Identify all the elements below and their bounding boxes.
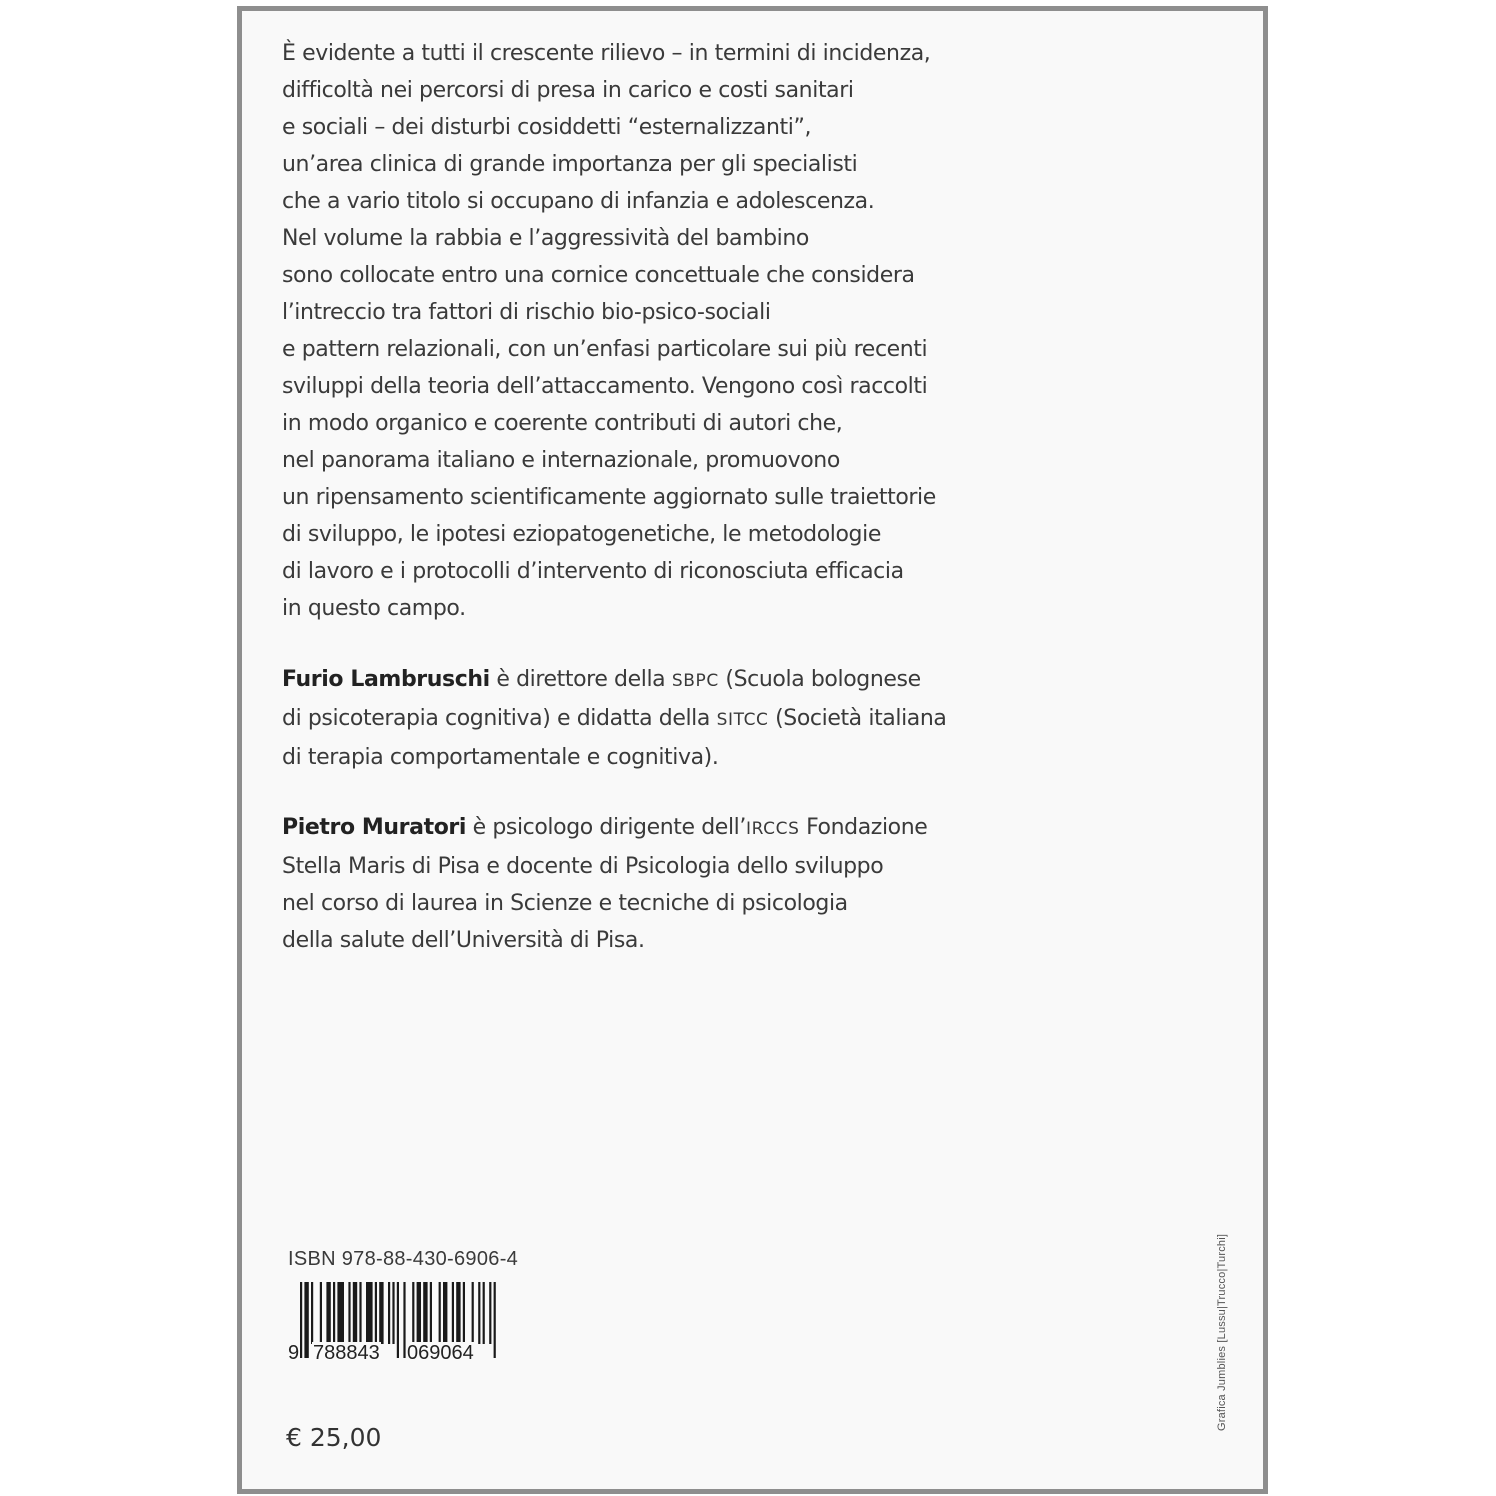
blurb-line: Nel volume la rabbia e l’aggressività del bambino [282, 226, 809, 251]
barcode-bar [423, 1282, 427, 1344]
blurb-line: di lavoro e i protocolli d’intervento di riconosciuta efficacia [282, 559, 904, 584]
blurb-line: in modo organico e coerente contributi di autori che, [282, 411, 843, 436]
barcode-bar [430, 1282, 432, 1344]
bio-line: di terapia comportamentale e cognitiva). [282, 745, 719, 770]
barcode-bar [439, 1282, 441, 1344]
blurb-paragraph [282, 35, 982, 627]
barcode-digits-left: 788843 [313, 1342, 380, 1364]
barcode-bar [483, 1282, 485, 1344]
price: € 25,00 [286, 1423, 382, 1452]
author-name: Furio Lambruschi [282, 667, 490, 692]
bio-text: è psicologo dirigente dell’ [466, 815, 746, 840]
barcode-bar [366, 1282, 373, 1344]
barcode-bar [375, 1282, 377, 1344]
blurb-line: di sviluppo, le ipotesi eziopatogenetiche, le metodologie [282, 522, 881, 547]
bio-line [282, 809, 982, 848]
barcode-bar [412, 1282, 414, 1344]
barcode-bar [304, 1282, 308, 1358]
bio-line: della salute dell’Università di Pisa. [282, 928, 645, 953]
author-bio-muratori [282, 809, 982, 959]
barcode-bar [463, 1282, 465, 1344]
barcode-bar [311, 1282, 313, 1344]
barcode-bar [388, 1282, 390, 1344]
barcode-bar [379, 1282, 383, 1344]
book-back-cover [237, 6, 1268, 1494]
barcode-bar [353, 1282, 357, 1344]
blurb-line: e sociali – dei disturbi cosiddetti “esternalizzanti”, [282, 115, 812, 140]
barcode-bar [320, 1282, 322, 1344]
barcode-bar [300, 1282, 302, 1358]
barcode-bar [456, 1282, 460, 1344]
blurb-line: È evidente a tutti il crescente rilievo – in termini di incidenza, [282, 41, 931, 66]
barcode-bar [443, 1282, 447, 1344]
bio-line: nel corso di laurea in Scienze e tecniche di psicologia [282, 891, 848, 916]
barcode-bar [494, 1282, 496, 1358]
barcode-bar [478, 1282, 480, 1344]
acronym-irccs: IRCCS [745, 819, 800, 839]
blurb-line: un’area clinica di grande importanza per gli specialisti [282, 152, 858, 177]
blurb-line: e pattern relazionali, con un’enfasi particolare sui più recenti [282, 337, 928, 362]
bio-text: di psicoterapia cognitiva) e didatta della [282, 706, 717, 731]
acronym-sitcc: SITCC [716, 710, 769, 730]
bio-text: (Società italiana [768, 706, 947, 731]
barcode-bar [359, 1282, 361, 1344]
author-bio-lambruschi [282, 661, 982, 776]
barcode-digit-first: 9 [288, 1342, 300, 1364]
barcode-bar [348, 1282, 350, 1344]
bio-line [282, 700, 982, 739]
barcode-bar [326, 1282, 330, 1344]
blurb-line: un ripensamento scientificamente aggiornato sulle traiettorie [282, 485, 936, 510]
blurb-line: in questo campo. [282, 596, 466, 621]
barcode-digits-right: 069064 [407, 1342, 474, 1364]
blurb-line: nel panorama italiano e internazionale, promuovono [282, 448, 840, 473]
barcode-bar [397, 1282, 399, 1358]
barcode-bar [333, 1282, 335, 1344]
blurb-line: l’intreccio tra fattori di rischio bio-psico-sociali [282, 300, 771, 325]
bio-text: (Scuola bolognese [718, 667, 921, 692]
acronym-sbpc: SBPC [671, 671, 719, 691]
isbn-label: ISBN 978-88-430-6906-4 [288, 1248, 519, 1270]
bio-line: Stella Maris di Pisa e docente di Psicologia dello sviluppo [282, 854, 884, 879]
barcode-bar [337, 1282, 344, 1344]
barcode-bar [452, 1282, 454, 1344]
barcode [286, 1282, 510, 1372]
bio-text: Fondazione [799, 815, 928, 840]
blurb-line: sono collocate entro una cornice concettuale che considera [282, 263, 915, 288]
design-credit: Grafica Jumblies [Lussu|Trucco|Turchi] [1216, 1233, 1228, 1431]
blurb-line: sviluppi della teoria dell’attaccamento. Vengono così raccolti [282, 374, 928, 399]
author-name: Pietro Muratori [282, 815, 466, 840]
bio-line [282, 661, 982, 700]
blurb-line: che a vario titolo si occupano di infanzia e adolescenza. [282, 189, 875, 214]
blurb-line: difficoltà nei percorsi di presa in carico e costi sanitari [282, 78, 854, 103]
barcode-bar [392, 1282, 394, 1344]
barcode-bar [489, 1282, 491, 1344]
barcode-bar [417, 1282, 421, 1344]
barcode-bar [472, 1282, 474, 1344]
bio-text: è direttore della [489, 667, 672, 692]
